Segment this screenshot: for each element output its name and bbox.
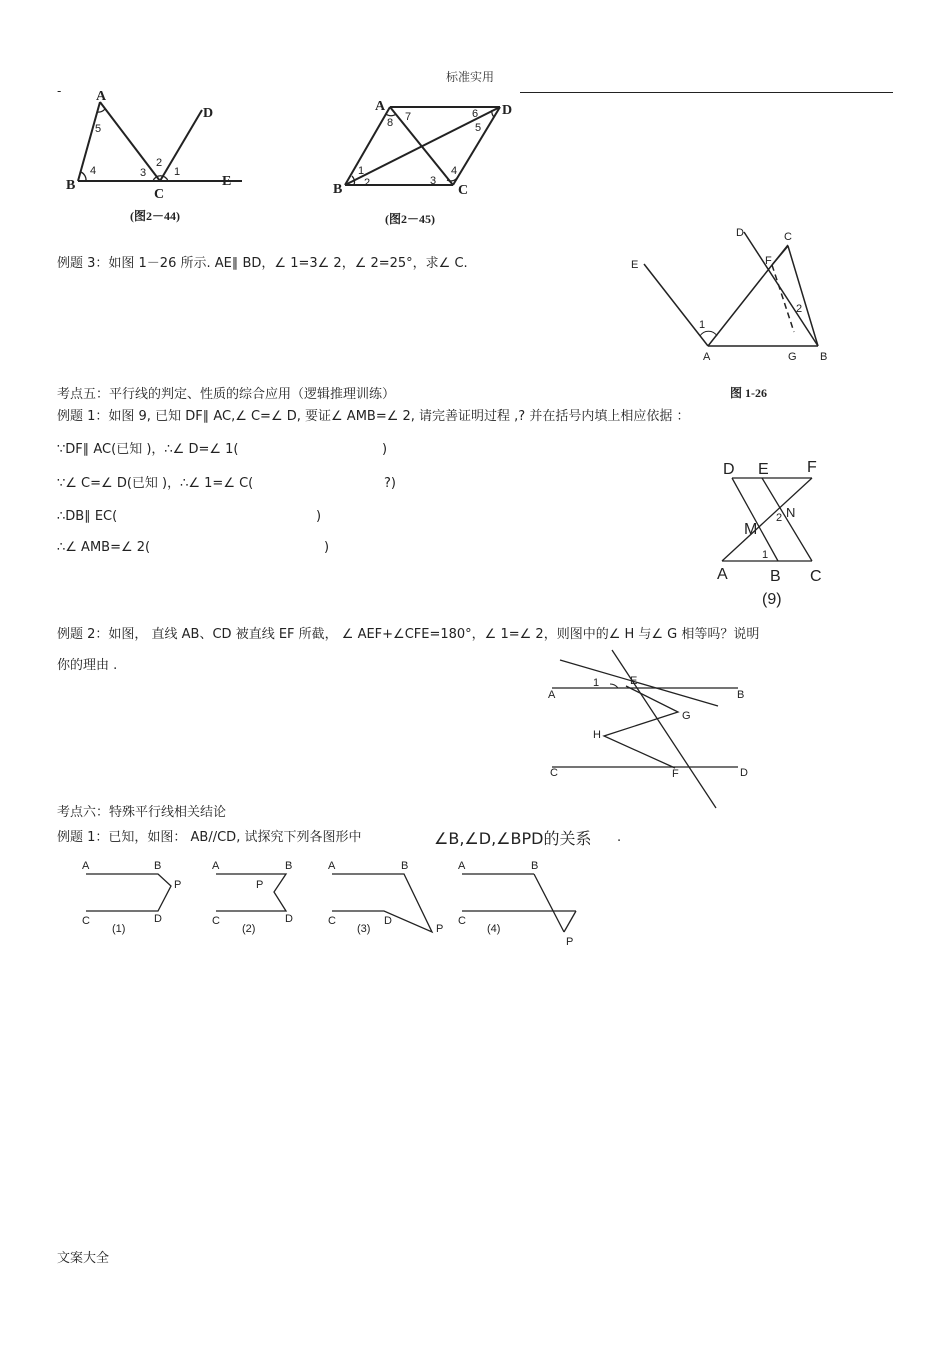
- caption: (1): [112, 923, 126, 935]
- caption: (3): [357, 923, 371, 935]
- label-P: P: [566, 936, 574, 948]
- page-footer: 文案大全: [57, 1251, 110, 1266]
- label-A: A: [328, 860, 336, 872]
- label-H: H: [593, 729, 601, 741]
- proof-step-4: ∴∠ AMB=∠ 2(: [57, 540, 151, 555]
- angle-3: 3: [140, 167, 147, 179]
- angle-2: 2: [776, 512, 783, 524]
- label-C: C: [212, 915, 220, 927]
- page-header: 标准实用: [446, 70, 495, 84]
- label-B: B: [737, 689, 745, 701]
- section-6-title: 考点六：特殊平行线相关结论: [57, 805, 227, 820]
- label-C: C: [810, 568, 822, 585]
- label-A: A: [703, 351, 711, 363]
- angle-6: 6: [472, 108, 479, 120]
- label-C: C: [550, 767, 558, 779]
- small-figure-4: [454, 856, 589, 951]
- angle-7: 7: [405, 111, 412, 123]
- label-D: D: [384, 915, 392, 927]
- label-E: E: [758, 461, 769, 478]
- example-1: 例题 1：如图 9, 已知 DF∥ AC,∠ C=∠ D, 要证∠ AMB=∠ 2, 请完善证明过程 ,? 并在括号内填上相应依据 ：: [57, 409, 690, 424]
- label-A: A: [717, 566, 728, 583]
- figure-caption: (图2－45): [385, 212, 435, 226]
- figure-2-44: [60, 88, 245, 228]
- example-2-line-1: 例题 2：如图， 直线 AB、CD 被直线 EF 所截， ∠ AEF+∠CFE=180°，∠ 1=∠ 2，则图中的∠ H 与∠ G 相等吗？说明: [57, 627, 760, 642]
- label-B: B: [820, 351, 828, 363]
- label-B: B: [770, 568, 781, 585]
- label-A: A: [82, 860, 90, 872]
- label-D: D: [203, 106, 214, 121]
- proof-step-3: ∴DB∥ EC(: [57, 509, 118, 524]
- label-D: D: [736, 227, 744, 239]
- label-C: C: [82, 915, 90, 927]
- label-N: N: [786, 505, 796, 520]
- label-B: B: [333, 182, 343, 197]
- example-6-1-text: 例题 1：已知，如图： AB//CD, 试探究下列各图形中: [57, 830, 362, 845]
- label-B: B: [531, 860, 539, 872]
- angle-5: 5: [95, 123, 102, 135]
- label-F: F: [672, 768, 679, 780]
- label-D: D: [740, 767, 748, 779]
- figure-2-45: [330, 92, 525, 232]
- label-A: A: [96, 89, 107, 104]
- proof-step-1-close: ): [382, 442, 388, 457]
- example-3: 例题 3：如图 1－26 所示. AE∥ BD，∠ 1=3∠ 2，∠ 2=25°，求∠ C.: [57, 256, 468, 271]
- angle-3: 3: [430, 175, 437, 187]
- angle-1: 1: [174, 166, 181, 178]
- label-A: A: [548, 689, 556, 701]
- label-A: A: [212, 860, 220, 872]
- angle-1: 1: [762, 549, 769, 561]
- figure-9: [712, 455, 842, 613]
- label-D: D: [154, 913, 162, 925]
- label-E: E: [222, 174, 232, 189]
- caption: (2): [242, 923, 256, 935]
- label-F: F: [807, 459, 817, 476]
- example-6-1-angles: ∠B,∠D,∠BPD的关系: [434, 829, 592, 848]
- label-P: P: [174, 879, 182, 891]
- label-G: G: [788, 351, 797, 363]
- example-2-line-2: 你的理由 .: [57, 658, 118, 673]
- header-dash: -: [57, 84, 62, 98]
- angle-2: 2: [156, 157, 163, 169]
- label-E: E: [630, 675, 638, 687]
- label-C: C: [784, 231, 792, 243]
- label-P: P: [436, 923, 444, 935]
- proof-step-3-close: ): [316, 509, 322, 524]
- example-6-1-period: .: [617, 830, 622, 845]
- label-M: M: [744, 521, 758, 538]
- figure-transversal: [540, 648, 760, 813]
- label-P: P: [256, 879, 264, 891]
- label-B: B: [285, 860, 293, 872]
- angle-5: 5: [475, 122, 482, 134]
- proof-step-2-close: ?): [384, 476, 396, 491]
- figure-1-26: [622, 222, 842, 402]
- caption: (4): [487, 923, 501, 935]
- label-E: E: [631, 259, 639, 271]
- angle-2: 2: [796, 303, 803, 315]
- small-figure-1: [78, 856, 188, 941]
- label-B: B: [154, 860, 162, 872]
- proof-step-4-close: ): [324, 540, 330, 555]
- small-figure-2: [208, 856, 308, 941]
- label-B: B: [66, 178, 76, 193]
- label-A: A: [458, 860, 466, 872]
- label-G: G: [682, 710, 691, 722]
- angle-1: 1: [593, 677, 600, 689]
- proof-step-2: ∵∠ C=∠ D(已知 )，∴∠ 1=∠ C(: [57, 476, 254, 491]
- angle-1: 1: [699, 319, 706, 331]
- small-figure-3: [324, 856, 454, 946]
- angle-8: 8: [387, 117, 394, 129]
- label-D: D: [723, 461, 735, 478]
- proof-step-1: ∵DF∥ AC(已知 )，∴∠ D=∠ 1(: [57, 442, 239, 457]
- label-C: C: [458, 915, 466, 927]
- figure-caption: (图2－44): [130, 209, 180, 223]
- angle-2: 2: [364, 177, 371, 189]
- label-D: D: [285, 913, 293, 925]
- label-C: C: [328, 915, 336, 927]
- label-B: B: [401, 860, 409, 872]
- figure-caption: 图 1-26: [730, 386, 767, 400]
- angle-4: 4: [451, 165, 458, 177]
- label-A: A: [375, 99, 386, 114]
- label-D: D: [502, 103, 513, 118]
- figure-caption: (9): [762, 591, 782, 608]
- angle-4: 4: [90, 165, 97, 177]
- label-F: F: [765, 255, 772, 267]
- label-C: C: [154, 187, 165, 202]
- label-C: C: [458, 183, 469, 198]
- section-5-title: 考点五：平行线的判定、性质的综合应用（逻辑推理训练）: [57, 387, 396, 402]
- header-rule: [520, 92, 893, 93]
- angle-1: 1: [358, 165, 365, 177]
